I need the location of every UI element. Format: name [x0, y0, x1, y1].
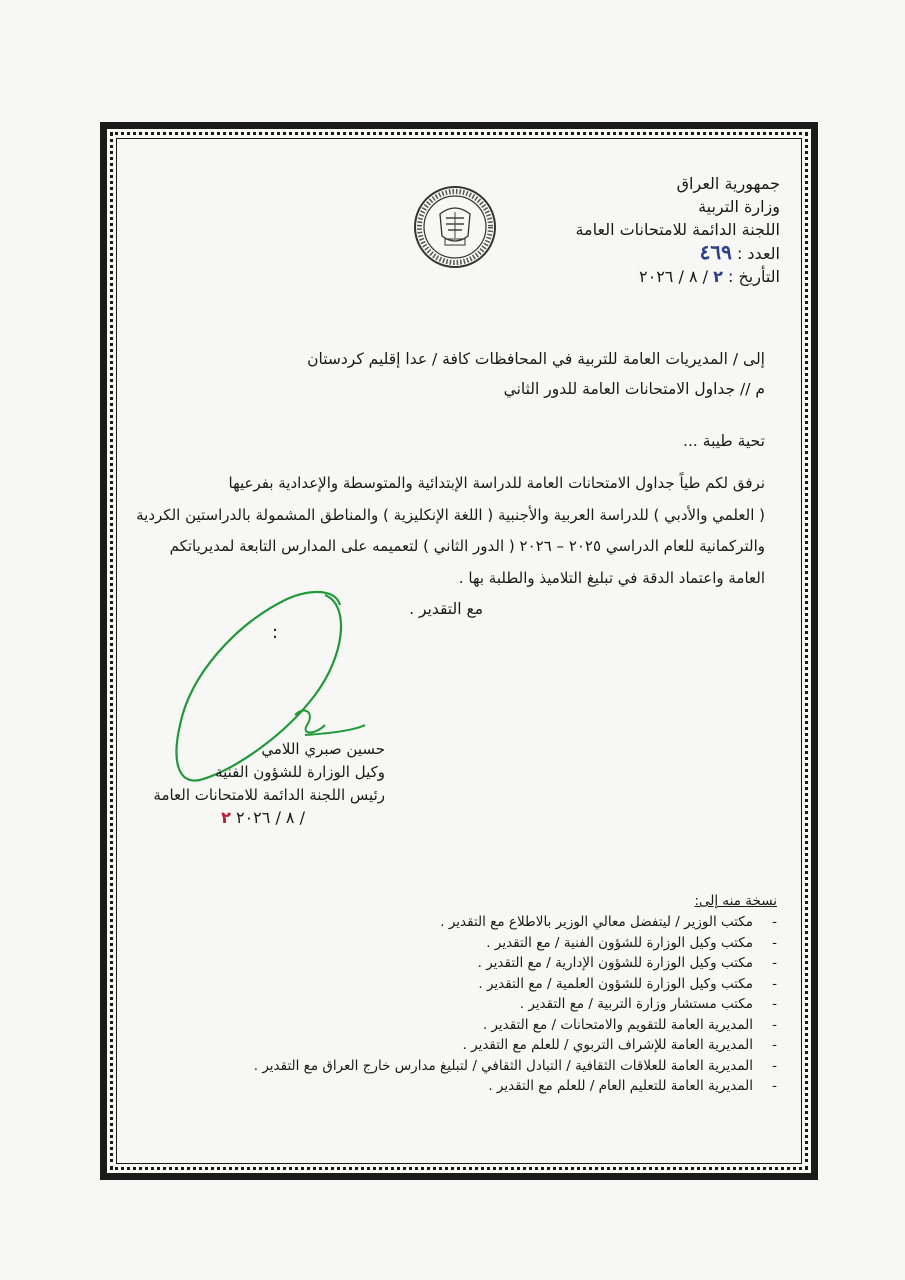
signer-committee: رئيس اللجنة الدائمة للامتحانات العامة — [153, 786, 385, 804]
list-item: - المديرية العامة للتقويم والامتحانات / مع التقدير . — [482, 1016, 777, 1033]
date-day: ٢ — [713, 267, 723, 286]
signer-title: وكيل الوزارة للشؤون الفنية — [215, 763, 385, 781]
list-item: - المديرية العامة للعلاقات الثقافية / التبادل الثقافي / لتبليغ مدارس خارج العراق مع التقدير . — [253, 1057, 777, 1074]
committee-name: اللجنة الدائمة للامتحانات العامة — [575, 220, 780, 239]
body-line: نرفق لكم طياً جداول الامتحانات العامة للدراسة الإبتدائية والمتوسطة والإعدادية بفرعيها — [228, 474, 765, 492]
signature-block — [125, 738, 385, 807]
date-rest: / ٨ / ٢٠٢٦ — [639, 267, 709, 286]
letterhead — [450, 172, 780, 288]
list-item: - المديرية العامة للتعليم العام / للعلم مع التقدير . — [488, 1078, 777, 1094]
list-item: - مكتب وكيل الوزارة للشؤون الإدارية / مع التقدير . — [477, 955, 777, 971]
greeting: تحية طيبة ... — [683, 432, 765, 450]
list-item: - مكتب وكيل الوزارة للشؤون العلمية / مع التقدير . — [478, 975, 777, 992]
list-item: - مكتب وكيل الوزارة للشؤون الفنية / مع التقدير . — [486, 934, 777, 951]
closing-line: مع التقدير . — [409, 600, 483, 618]
signer-name: حسين صبري اللامي — [261, 740, 385, 758]
number-value: ٤٦٩ — [699, 240, 732, 264]
ministry-seal-icon — [412, 184, 498, 270]
copies-list — [217, 912, 777, 1097]
sign-date-rest: / ٨ / ٢٠٢٦ — [235, 808, 305, 827]
copies-title: نسخة منه إلى: — [694, 893, 777, 909]
body-line: العامة واعتماد الدقة في تبليغ التلاميذ والطلبة بها . — [458, 568, 765, 587]
address-block — [185, 344, 765, 404]
body-line: والتركمانية للعام الدراسي ٢٠٢٥ – ٢٠٢٦ ( الدور الثاني ) لتعميمه على المدارس التابعة لمديرياتكم — [169, 537, 765, 555]
subject-line: م // جداول الامتحانات العامة للدور الثاني — [503, 380, 765, 398]
letter-body — [133, 468, 765, 594]
document-number — [450, 241, 780, 265]
stray-mark: : — [272, 622, 279, 643]
list-item: - المديرية العامة للإشراف التربوي / للعلم مع التقدير . — [462, 1037, 777, 1053]
list-item: - مكتب مستشار وزارة التربية / مع التقدير . — [519, 996, 777, 1012]
number-label: العدد : — [736, 244, 780, 263]
republic-name: جمهورية العراق — [676, 174, 780, 193]
body-line: ( العلمي والأدبي ) للدراسة العربية والأجنبية ( اللغة الإنكليزية ) والمناطق المشمولة بالدراستين الكردية — [136, 505, 765, 524]
recipient-line: إلى / المديريات العامة للتربية في المحافظات كافة / عدا إقليم كردستان — [307, 350, 765, 368]
document-date — [450, 265, 780, 288]
signature-date — [221, 808, 305, 827]
sign-date-day: ٢ — [221, 808, 231, 827]
ministry-name: وزارة التربية — [698, 197, 780, 216]
list-item: - مكتب الوزير / ليتفضل معالي الوزير بالاطلاع مع التقدير . — [440, 914, 777, 930]
date-label: التأريخ : — [727, 267, 780, 286]
